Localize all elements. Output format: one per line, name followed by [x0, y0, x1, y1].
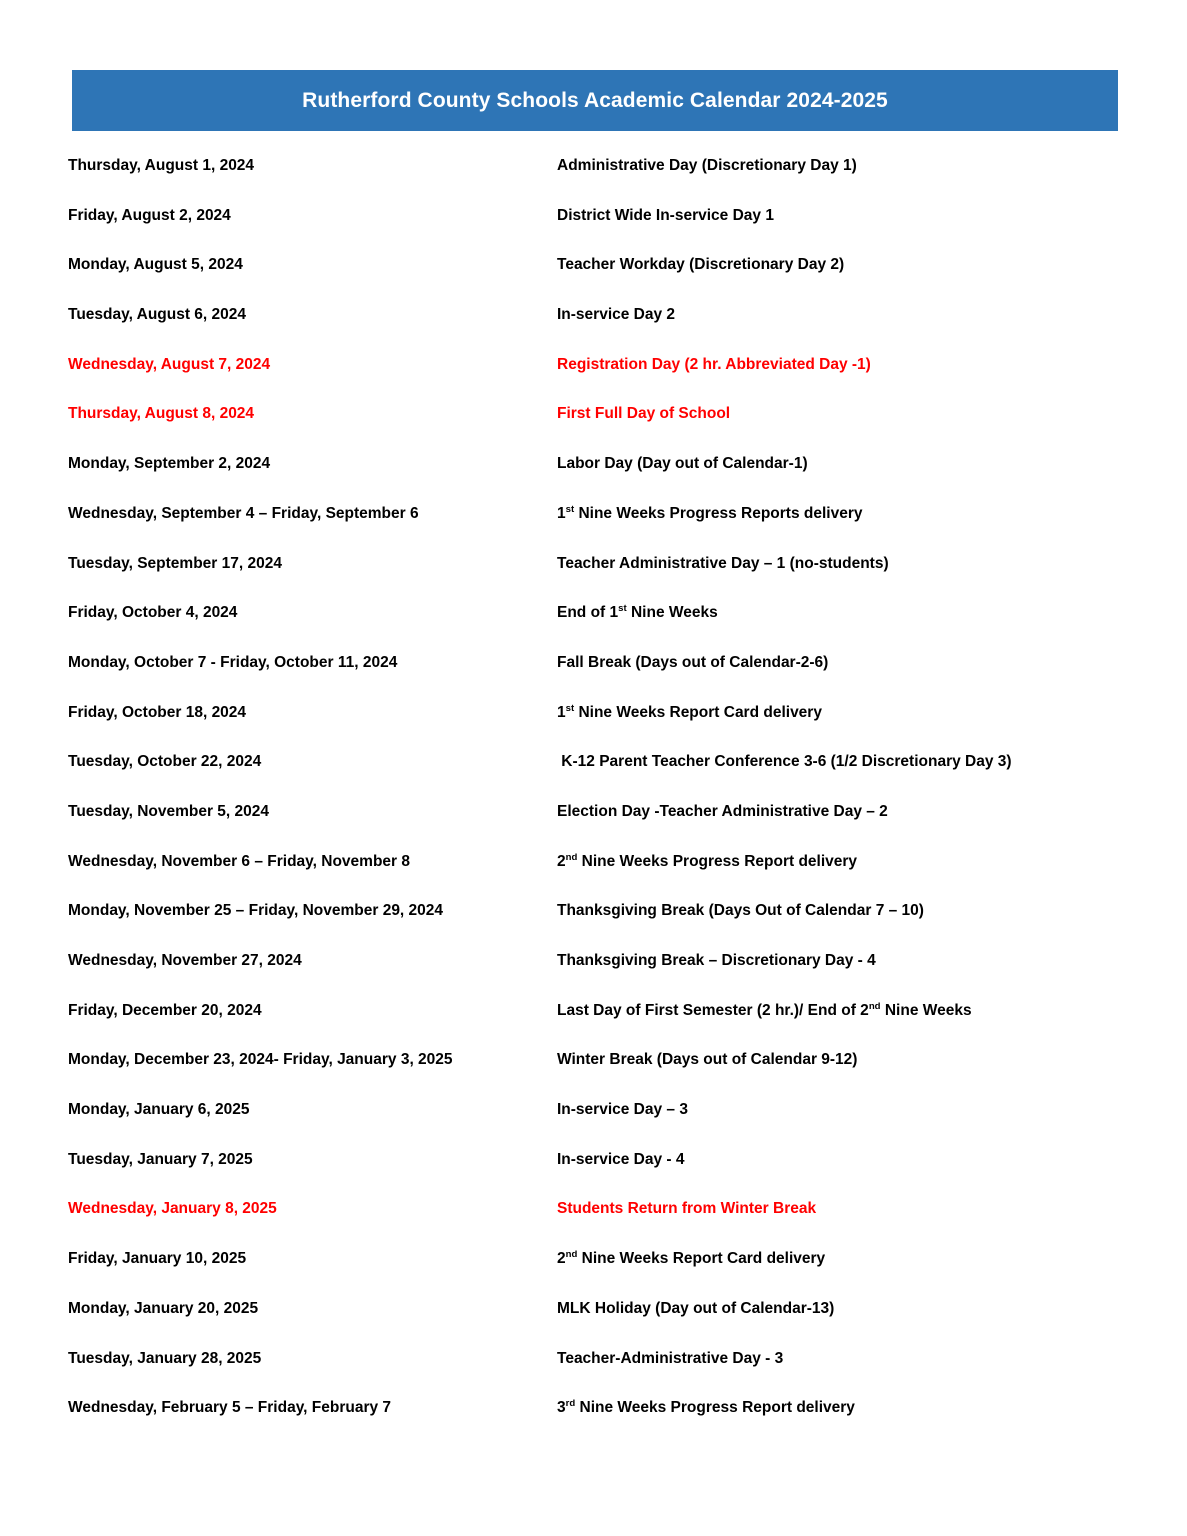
calendar-row	[0, 156, 1187, 206]
calendar-row-date: Friday, October 18, 2024	[68, 703, 247, 721]
calendar-row-date: Monday, October 7 - Friday, October 11, 2024	[68, 653, 398, 671]
ordinal-superscript: st	[618, 603, 627, 615]
calendar-row-event: In-service Day - 4	[557, 1150, 685, 1168]
event-text-prefix: 1	[557, 703, 566, 721]
calendar-row	[0, 1050, 1187, 1100]
calendar-row-date: Tuesday, January 7, 2025	[68, 1150, 253, 1168]
page-title: Rutherford County Schools Academic Calendar 2024-2025	[302, 88, 888, 112]
calendar-row-date: Friday, January 10, 2025	[68, 1250, 247, 1268]
calendar-row	[0, 802, 1187, 852]
calendar-row-event	[557, 1398, 1157, 1418]
event-text-prefix: End of 1	[557, 604, 619, 622]
calendar-row-event: Winter Break (Days out of Calendar 9-12)	[557, 1051, 858, 1069]
calendar-row-event	[557, 852, 1157, 872]
ordinal-superscript: nd	[565, 851, 578, 863]
event-text-suffix: Nine Weeks Report Card delivery	[577, 1250, 826, 1268]
calendar-row-event: Teacher Workday (Discretionary Day 2)	[557, 256, 845, 274]
calendar-row-event: Teacher Administrative Day – 1 (no-students)	[557, 554, 889, 572]
calendar-row-event: Teacher-Administrative Day - 3	[557, 1349, 784, 1367]
calendar-row	[0, 1100, 1187, 1150]
calendar-row	[0, 255, 1187, 305]
calendar-row	[0, 1150, 1187, 1200]
calendar-row	[0, 1249, 1187, 1299]
calendar-row-date: Wednesday, September 4 – Friday, September 6	[68, 504, 419, 522]
calendar-row	[0, 554, 1187, 604]
ordinal-superscript: st	[565, 503, 575, 515]
calendar-row-event: In-service Day – 3	[557, 1101, 688, 1119]
calendar-row-date: Monday, November 25 – Friday, November 29, 2024	[68, 902, 444, 920]
calendar-row	[0, 504, 1187, 554]
ordinal-superscript: nd	[868, 1000, 881, 1012]
calendar-row-date: Wednesday, February 5 – Friday, February 7	[68, 1399, 392, 1417]
calendar-row	[0, 852, 1187, 902]
calendar-row-date: Friday, October 4, 2024	[68, 604, 238, 622]
calendar-row	[0, 951, 1187, 1001]
calendar-row-event: MLK Holiday (Day out of Calendar-13)	[557, 1299, 835, 1317]
calendar-row	[0, 1001, 1187, 1051]
calendar-row	[0, 703, 1187, 753]
calendar-row	[0, 1398, 1187, 1448]
event-text-suffix: Nine Weeks	[626, 604, 718, 622]
event-text-suffix: Nine Weeks Report Card delivery	[574, 703, 822, 721]
calendar-row-event	[557, 504, 1157, 524]
calendar-row-date: Tuesday, November 5, 2024	[68, 802, 270, 820]
calendar-row	[0, 305, 1187, 355]
calendar-row-list	[0, 156, 1187, 1448]
calendar-row	[0, 355, 1187, 405]
calendar-row-date: Monday, August 5, 2024	[68, 256, 243, 274]
ordinal-superscript: rd	[565, 1398, 576, 1410]
calendar-row-event: K-12 Parent Teacher Conference 3-6 (1/2 Discretionary Day 3)	[557, 753, 1012, 771]
calendar-row-date: Wednesday, November 27, 2024	[68, 952, 302, 969]
calendar-row	[0, 1299, 1187, 1349]
calendar-row-date: Wednesday, January 8, 2025	[68, 1200, 277, 1218]
event-text-prefix: 2	[557, 852, 566, 870]
calendar-row-date: Friday, August 2, 2024	[68, 206, 231, 224]
ordinal-superscript: nd	[565, 1248, 578, 1260]
calendar-row-event: Election Day -Teacher Administrative Day – 2	[557, 802, 888, 820]
calendar-row-event	[557, 1001, 1157, 1021]
calendar-row-event: District Wide In-service Day 1	[557, 206, 774, 224]
calendar-row-date: Tuesday, August 6, 2024	[68, 306, 247, 324]
calendar-row-event: Thanksgiving Break – Discretionary Day - 4	[557, 952, 876, 969]
calendar-row	[0, 1199, 1187, 1249]
event-text-prefix: 1	[557, 504, 566, 522]
calendar-row	[0, 1349, 1187, 1399]
calendar-row-date: Monday, September 2, 2024	[68, 455, 271, 473]
calendar-row-event: Administrative Day (Discretionary Day 1)	[557, 157, 857, 174]
title-banner	[72, 70, 1118, 131]
calendar-row-date: Thursday, August 1, 2024	[68, 157, 255, 174]
event-text-prefix: 3	[557, 1399, 566, 1417]
calendar-row-date: Friday, December 20, 2024	[68, 1001, 262, 1019]
calendar-row	[0, 206, 1187, 256]
calendar-row-event: Fall Break (Days out of Calendar-2-6)	[557, 653, 829, 671]
event-text-prefix: 2	[557, 1250, 566, 1268]
calendar-row-event: Registration Day (2 hr. Abbreviated Day -1)	[557, 355, 871, 373]
calendar-row	[0, 454, 1187, 504]
calendar-row-event	[557, 603, 1157, 623]
calendar-row	[0, 404, 1187, 454]
calendar-row-date: Monday, January 20, 2025	[68, 1299, 259, 1317]
calendar-row-event	[557, 1249, 1157, 1269]
calendar-row-date: Monday, December 23, 2024- Friday, January 3, 2025	[68, 1051, 453, 1069]
calendar-row	[0, 752, 1187, 802]
calendar-row-event: Labor Day (Day out of Calendar-1)	[557, 455, 808, 473]
calendar-row	[0, 901, 1187, 951]
calendar-row-date: Wednesday, August 7, 2024	[68, 355, 271, 373]
calendar-row-event: Students Return from Winter Break	[557, 1200, 817, 1218]
event-text-suffix: Nine Weeks Progress Reports delivery	[574, 504, 863, 522]
calendar-row-date: Thursday, August 8, 2024	[68, 405, 255, 423]
ordinal-superscript: st	[565, 702, 575, 714]
calendar-row-date: Tuesday, October 22, 2024	[68, 753, 262, 771]
event-text-suffix: Nine Weeks	[880, 1001, 972, 1019]
calendar-row-date: Tuesday, September 17, 2024	[68, 554, 282, 572]
calendar-row-date: Tuesday, January 28, 2025	[68, 1349, 262, 1367]
calendar-row-date: Wednesday, November 6 – Friday, November 8	[68, 852, 410, 870]
calendar-row-event: Thanksgiving Break (Days Out of Calendar 7 – 10)	[557, 902, 924, 920]
calendar-row-date: Monday, January 6, 2025	[68, 1101, 250, 1119]
calendar-row-event	[557, 703, 1157, 723]
calendar-row-event: First Full Day of School	[557, 405, 731, 423]
calendar-row	[0, 653, 1187, 703]
event-text-suffix: Nine Weeks Progress Report delivery	[575, 1399, 855, 1417]
calendar-row	[0, 603, 1187, 653]
event-text-suffix: Nine Weeks Progress Report delivery	[577, 852, 858, 870]
calendar-row-event: In-service Day 2	[557, 306, 676, 324]
event-text-prefix: Last Day of First Semester (2 hr.)/ End of 2	[557, 1001, 869, 1019]
